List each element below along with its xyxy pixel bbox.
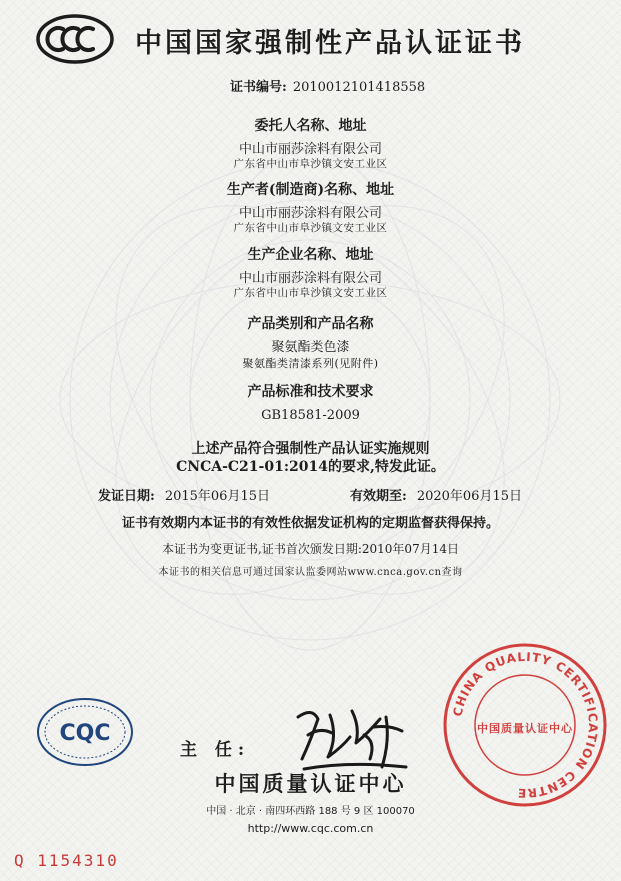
statement-line-1: 上述产品符合强制性产品认证实施规则 xyxy=(191,441,430,457)
query-note: 本证书的相关信息可通过国家认监委网站www.cnca.gov.cn查询 xyxy=(158,567,463,578)
cqc-logo-text: CQC xyxy=(59,721,111,746)
cqc-logo-icon xyxy=(35,696,135,768)
director-signature xyxy=(290,697,410,777)
issuer-name: 中国质量认证中心 xyxy=(214,772,407,796)
manufacturer-heading: 生产者(制造商)名称、地址 xyxy=(226,182,395,198)
serial-number: Q 1154310 xyxy=(14,851,119,870)
expiry-date-row xyxy=(350,485,522,504)
factory-heading: 生产企业名称、地址 xyxy=(247,247,374,263)
issuer-website: http://www.cqc.com.cn xyxy=(247,822,374,835)
standard-heading: 产品标准和技术要求 xyxy=(247,384,374,400)
validity-note: 证书有效期内本证书的有效性依据发证机构的定期监督获得保持。 xyxy=(121,516,499,531)
cert-number-label: 证书编号: xyxy=(230,80,287,95)
product-category: 聚氨酯类色漆 xyxy=(271,340,350,355)
standard-value: GB18581-2009 xyxy=(261,408,360,423)
issuer-address: 中国 · 北京 · 南四环西路 188 号 9 区 100070 xyxy=(206,806,415,817)
client-name: 中山市丽莎涂料有限公司 xyxy=(238,142,382,157)
seal-ring-text: CHINA QUALITY CERTIFICATION CENTRE xyxy=(450,649,601,801)
seal-center-text: 中国质量认证中心 xyxy=(477,722,573,735)
client-address: 广东省中山市阜沙镇文安工业区 xyxy=(233,158,388,170)
manufacturer-address: 广东省中山市阜沙镇文安工业区 xyxy=(233,222,388,234)
issue-date-value: 2015年06月15日 xyxy=(164,489,270,504)
manufacturer-name: 中山市丽莎涂料有限公司 xyxy=(238,206,382,221)
issue-date-row xyxy=(98,485,270,504)
issue-date-label: 发证日期: xyxy=(98,489,155,504)
cert-number-row xyxy=(230,76,425,95)
certificate-title: 中国国家强制性产品认证证书 xyxy=(135,28,525,59)
cert-number-value: 2010012101418558 xyxy=(292,80,426,95)
statement-line-2: CNCA-C21-01:2014的要求,特发此证。 xyxy=(176,459,445,475)
factory-name: 中山市丽莎涂料有限公司 xyxy=(238,271,382,286)
director-label: 主 任: xyxy=(180,740,251,760)
ccc-mark-icon xyxy=(35,13,115,65)
product-series: 聚氨酯类清漆系列(见附件) xyxy=(242,357,379,370)
factory-address: 广东省中山市阜沙镇文安工业区 xyxy=(233,287,388,299)
expiry-date-value: 2020年06月15日 xyxy=(416,489,522,504)
change-note: 本证书为变更证书,证书首次颁发日期:2010年07月14日 xyxy=(162,542,459,556)
product-heading: 产品类别和产品名称 xyxy=(247,316,374,332)
expiry-date-label: 有效期至: xyxy=(350,489,407,504)
client-heading: 委托人名称、地址 xyxy=(254,118,367,134)
